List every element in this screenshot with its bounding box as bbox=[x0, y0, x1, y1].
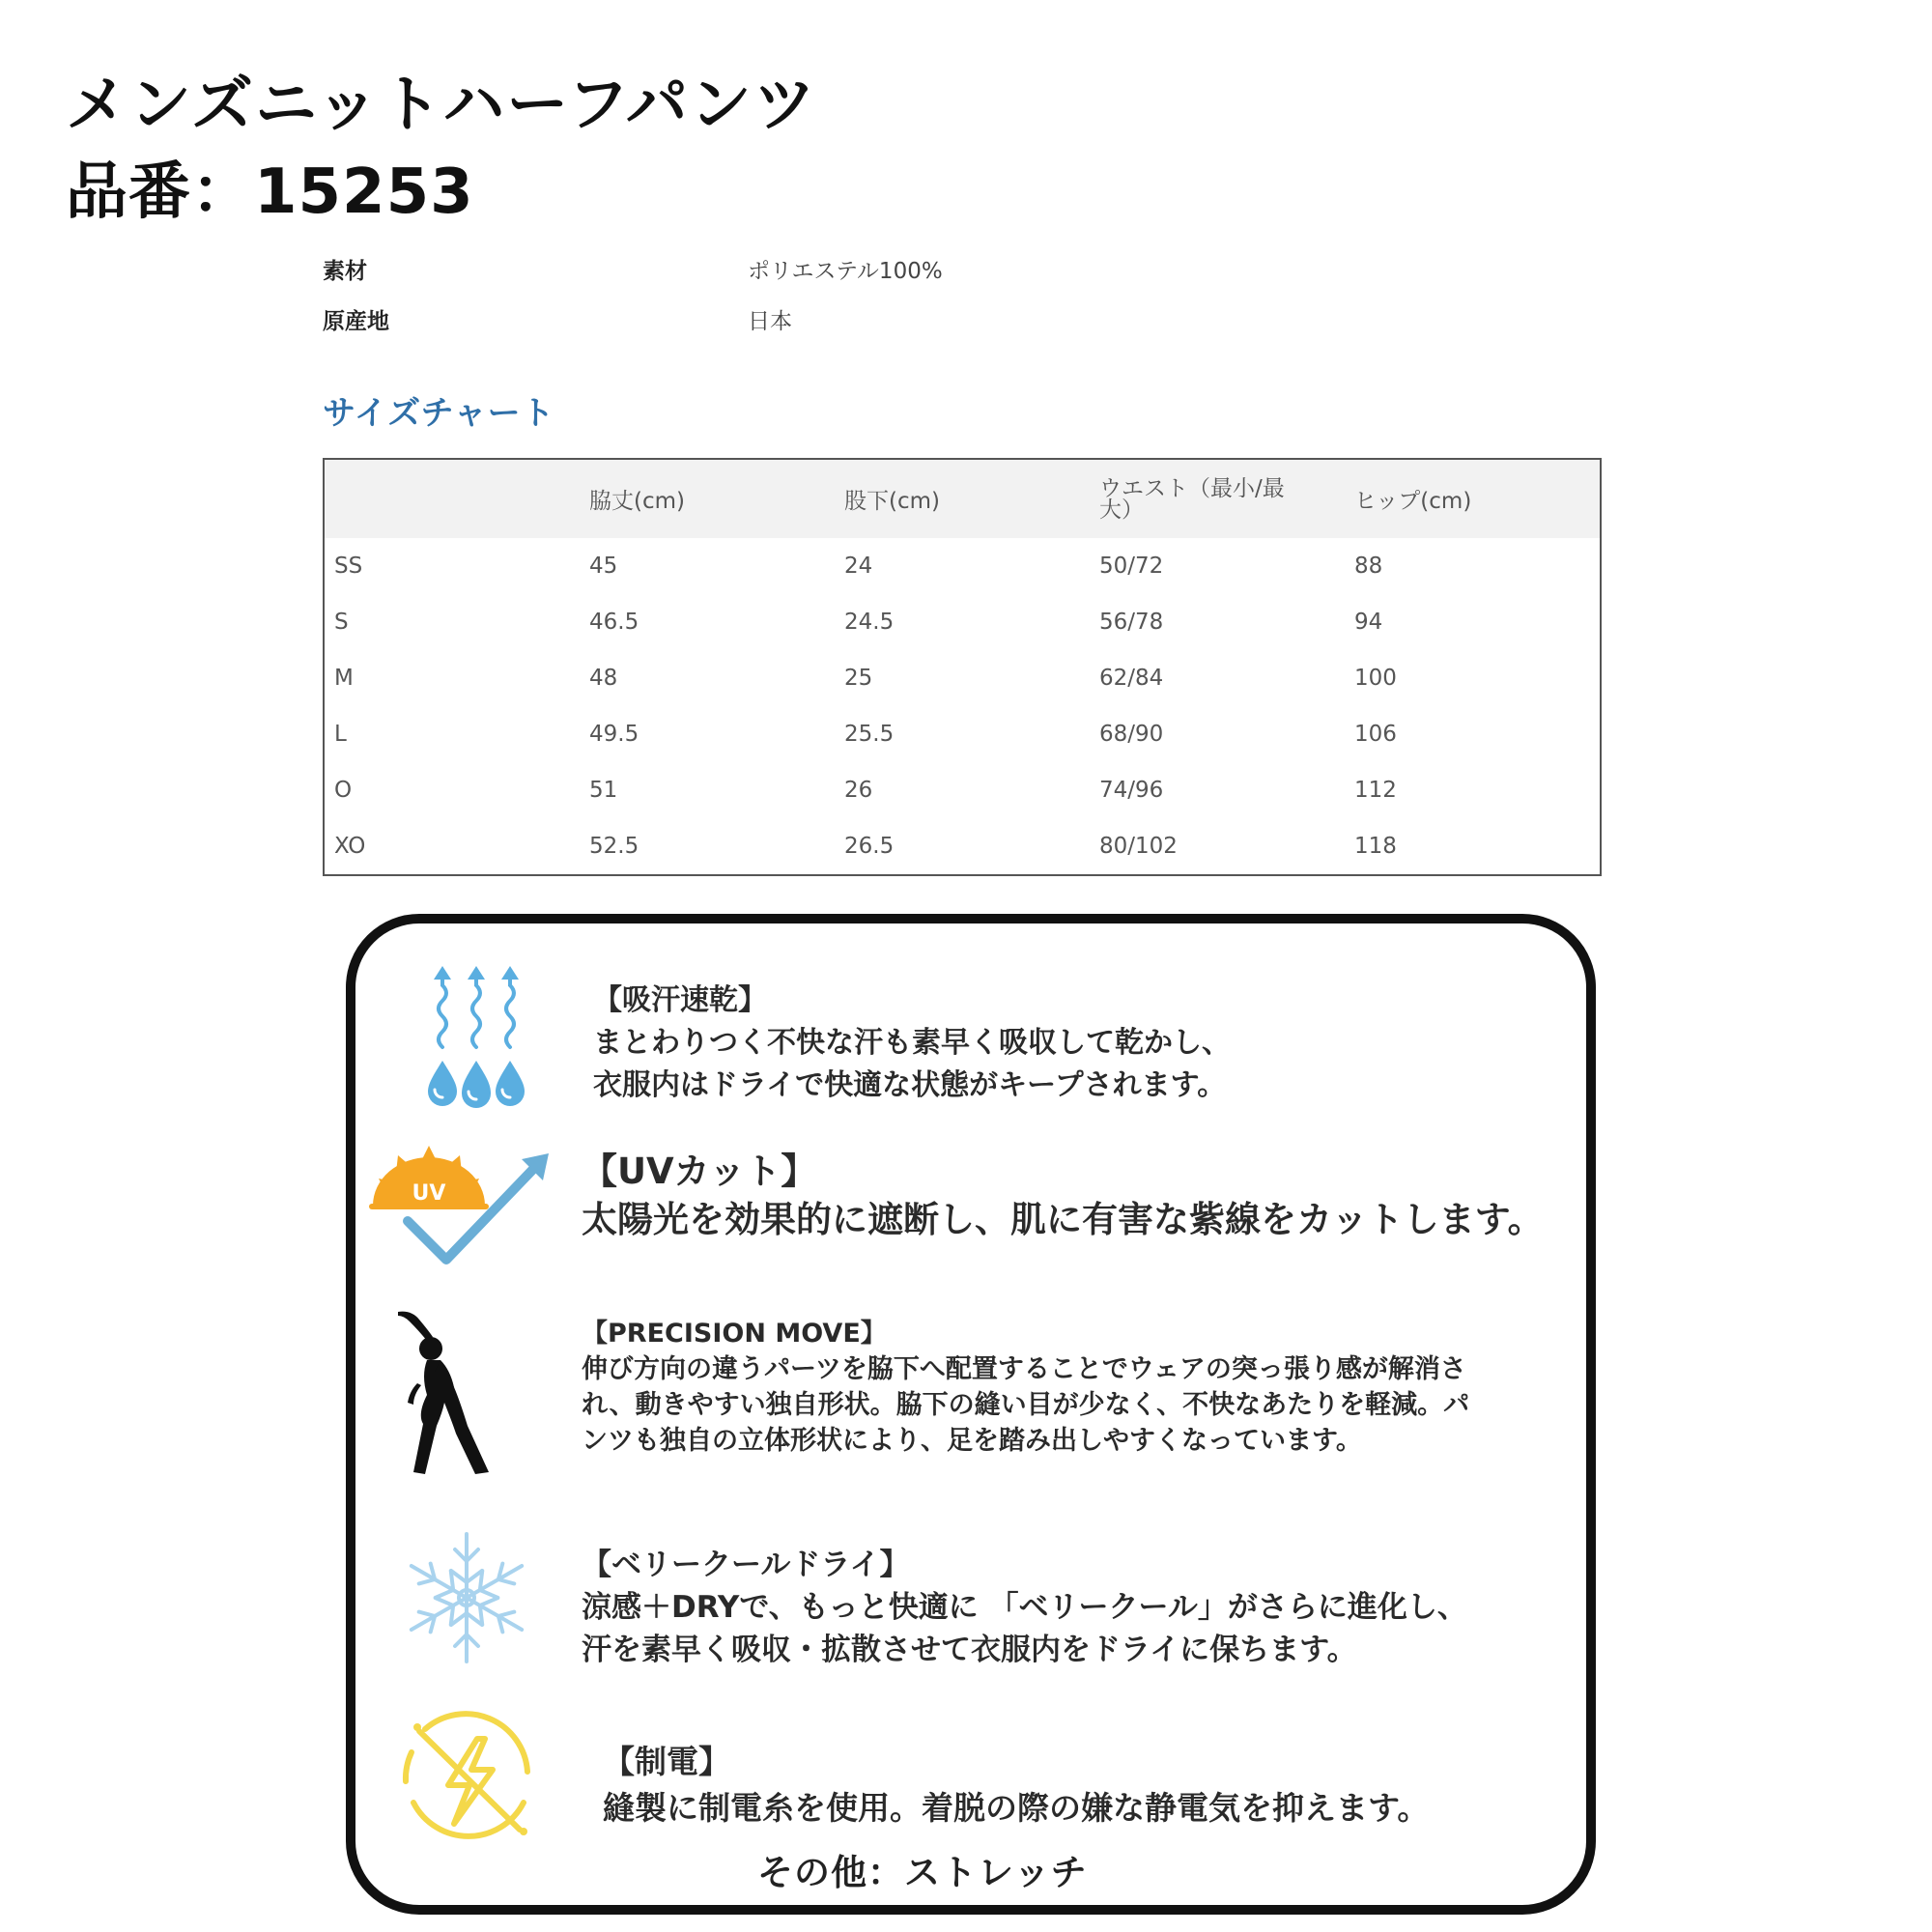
table-cell: 52.5 bbox=[589, 834, 639, 859]
table-row bbox=[324, 818, 1601, 875]
feature-title: 【UVカット】 bbox=[582, 1151, 817, 1192]
table-row bbox=[324, 762, 1601, 818]
table-cell: 51 bbox=[589, 778, 618, 803]
table-cell: 106 bbox=[1354, 722, 1397, 747]
table-cell: 56/78 bbox=[1099, 610, 1164, 635]
spec-label: 原産地 bbox=[323, 309, 389, 334]
table-cell: 80/102 bbox=[1099, 834, 1178, 859]
spec-label: 素材 bbox=[323, 259, 367, 284]
size-chart-table bbox=[323, 458, 1602, 876]
feature-line: 汗を素早く吸収・拡散させて衣服内をドライに保ちます。 bbox=[582, 1633, 1357, 1667]
feature-line: 縫製に制電糸を使用。着脱の際の嫌な静電気を抑えます。 bbox=[603, 1789, 1430, 1827]
table-cell: 24.5 bbox=[844, 610, 895, 635]
feature-sweat-wicking bbox=[593, 980, 1231, 1107]
waist-header-label: ウエスト（最小/最大） bbox=[1099, 475, 1285, 523]
feature-title: 【PRECISION MOVE】 bbox=[582, 1319, 887, 1349]
table-cell: L bbox=[334, 722, 347, 747]
table-cell: 26 bbox=[844, 778, 873, 803]
uv-badge-text: UV bbox=[412, 1181, 446, 1206]
table-cell: 100 bbox=[1354, 666, 1397, 691]
table-cell: 49.5 bbox=[589, 722, 639, 747]
other-features: その他：ストレッチ bbox=[757, 1852, 1088, 1893]
size-chart-heading: サイズチャート bbox=[323, 394, 555, 433]
table-cell: XO bbox=[334, 834, 366, 859]
table-row bbox=[324, 650, 1601, 706]
feature-title: 【制電】 bbox=[603, 1743, 730, 1780]
feature-line: 伸び方向の違うパーツを脇下へ配置することでウェアの突っ張り感が解消さ bbox=[582, 1354, 1466, 1384]
table-cell: 112 bbox=[1354, 778, 1397, 803]
part-number: 品番：15253 bbox=[66, 156, 474, 228]
spec-value: ポリエステル100% bbox=[748, 259, 943, 284]
table-cell: 62/84 bbox=[1099, 666, 1164, 691]
feature-uv-cut bbox=[582, 1148, 1544, 1244]
uv-cut-icon bbox=[369, 1146, 553, 1273]
table-cell: 25.5 bbox=[844, 722, 895, 747]
table-header-cell bbox=[324, 459, 580, 538]
table-cell: 88 bbox=[1354, 554, 1383, 579]
table-cell: 74/96 bbox=[1099, 778, 1164, 803]
table-cell: 48 bbox=[589, 666, 618, 691]
table-row bbox=[324, 706, 1601, 762]
table-header-cell: 股下(cm) bbox=[844, 489, 940, 514]
table-cell: 46.5 bbox=[589, 610, 639, 635]
table-cell: 45 bbox=[589, 554, 618, 579]
table-cell: S bbox=[334, 610, 349, 635]
feature-line: れ、動きやすい独自形状。脇下の縫い目が少なく、不快なあたりを軽減。パ bbox=[582, 1390, 1470, 1420]
table-cell: O bbox=[334, 778, 353, 803]
feature-line: まとわりつく不快な汗も素早く吸収して乾かし、 bbox=[593, 1026, 1231, 1060]
table-cell: 68/90 bbox=[1099, 722, 1164, 747]
stretching-person-icon bbox=[394, 1308, 506, 1478]
feature-title: 【ベリークールドライ】 bbox=[582, 1548, 910, 1582]
feature-line: ンツも独自の立体形状により、足を踏み出しやすくなっています。 bbox=[582, 1426, 1362, 1456]
feature-precision-move bbox=[582, 1316, 1469, 1459]
table-header-cell: ヒップ(cm) bbox=[1354, 489, 1472, 514]
sweat-wicking-icon bbox=[423, 966, 529, 1109]
feature-line: 太陽光を効果的に遮断し、肌に有害な紫線をカットします。 bbox=[582, 1199, 1544, 1240]
anti-static-icon bbox=[396, 1710, 541, 1845]
table-header-row bbox=[324, 459, 1601, 538]
table-cell: 50/72 bbox=[1099, 554, 1164, 579]
snowflake-icon bbox=[394, 1530, 539, 1665]
table-cell: 24 bbox=[844, 554, 873, 579]
table-row bbox=[324, 594, 1601, 650]
table-header-cell: 脇丈(cm) bbox=[589, 489, 685, 514]
table-row bbox=[324, 538, 1601, 594]
product-title: メンズニットハーフパンツ bbox=[66, 70, 817, 141]
feature-title: 【吸汗速乾】 bbox=[593, 983, 767, 1017]
feature-line: 涼感＋DRYで、もっと快適に 「ベリークール」がさらに進化し、 bbox=[582, 1590, 1467, 1625]
feature-line: 衣服内はドライで快適な状態がキープされます。 bbox=[593, 1068, 1227, 1102]
table-header-cell bbox=[1090, 459, 1345, 538]
table-cell: 94 bbox=[1354, 610, 1383, 635]
table-cell: 26.5 bbox=[844, 834, 895, 859]
table-cell: 118 bbox=[1354, 834, 1397, 859]
feature-anti-static bbox=[603, 1739, 1429, 1832]
table-cell: SS bbox=[334, 554, 363, 579]
spec-value: 日本 bbox=[748, 309, 792, 334]
table-cell: M bbox=[334, 666, 354, 691]
table-cell: 25 bbox=[844, 666, 873, 691]
feature-very-cool-dry bbox=[582, 1544, 1467, 1671]
